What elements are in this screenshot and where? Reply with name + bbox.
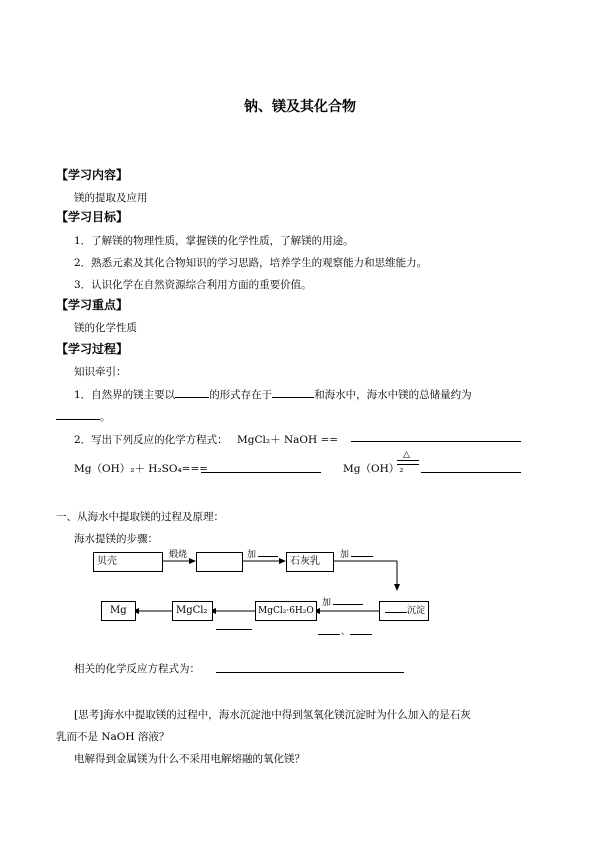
below-blank-1[interactable] <box>318 634 340 635</box>
empty-box-1[interactable] <box>196 552 243 572</box>
think-question-1-cont: 乳而不是 NaOH 溶液？ <box>56 731 170 743</box>
add-label-2-blank[interactable] <box>351 556 373 557</box>
q2-prompt: 2．写出下列反应的化学方程式： <box>74 434 228 446</box>
equation-2: Mg（OH）₂＋ H₂SO₄=== <box>74 463 209 475</box>
content-heading: 【学习内容】 <box>56 168 129 182</box>
goal-item: 2．熟悉元素及其化合物知识的学习思路，培养学生的观察能力和思维能力。 <box>74 257 428 269</box>
add-label-1-blank[interactable] <box>258 556 278 557</box>
key-heading: 【学习重点】 <box>56 298 129 312</box>
mg-box: Mg <box>101 601 136 621</box>
key-text: 镁的化学性质 <box>74 322 137 334</box>
equations-answer-blank[interactable] <box>216 661 404 673</box>
goal-item: 3．认识化学在自然资源综合利用方面的重要价值。 <box>74 279 312 291</box>
add-label-3: 加 <box>322 598 332 608</box>
add-label-3-blank[interactable] <box>333 604 363 605</box>
precipitate-blank[interactable] <box>385 602 407 613</box>
below-blank-2[interactable] <box>350 634 372 635</box>
goals-heading: 【学习目标】 <box>56 210 129 224</box>
q1-part-c: 和海水中，海水中镁的总储量约为 <box>314 389 472 401</box>
q1-part-a: 1．自然界的镁主要以 <box>74 389 176 401</box>
equation-1: MgCl₂＋ NaOH == <box>237 434 339 446</box>
hydrate-box: MgCl₂·6H₂O <box>255 601 317 621</box>
calcine-label: 煅烧 <box>169 550 188 560</box>
page-title: 钠、镁及其化合物 <box>244 99 356 115</box>
equations-label: 相关的化学反应方程式为： <box>74 663 200 675</box>
equation-3: Mg（OH）₂ <box>343 463 404 475</box>
precipitate-box <box>379 601 429 621</box>
electrolysis-blank[interactable] <box>216 629 252 630</box>
q1-end: 。 <box>100 411 111 423</box>
q1-part-b: 的形式存在于 <box>209 389 273 401</box>
goal-item: 1．了解镁的物理性质，掌握镁的化学性质，了解镁的用途。 <box>74 235 354 247</box>
knowledge-intro: 知识牵引： <box>74 366 127 378</box>
below-comma: 、 <box>341 627 351 637</box>
steps-label: 海水提镁的步骤： <box>74 533 158 545</box>
lime-milk-box: 石灰乳 <box>286 552 334 572</box>
add-label-2: 加 <box>340 550 350 560</box>
add-label-1: 加 <box>247 550 257 560</box>
precipitate-label: 沉淀 <box>406 606 425 616</box>
heat-symbol: △ <box>403 450 410 460</box>
content-text: 镁的提取及应用 <box>74 192 148 204</box>
process-heading: 【学习过程】 <box>56 342 129 356</box>
shell-box: 贝壳 <box>93 552 163 572</box>
think-question-2: 电解得到金属镁为什么不采用电解熔融的氧化镁？ <box>74 753 305 765</box>
mgcl2-box: MgCl₂ <box>172 601 213 621</box>
part-one-heading: 一、从海水中提取镁的过程及原理： <box>56 511 224 523</box>
think-question-1: [思考]海水中提取镁的过程中，海水沉淀池中得到氢氧化镁沉淀时为什么加入的是石灰 <box>74 709 471 721</box>
